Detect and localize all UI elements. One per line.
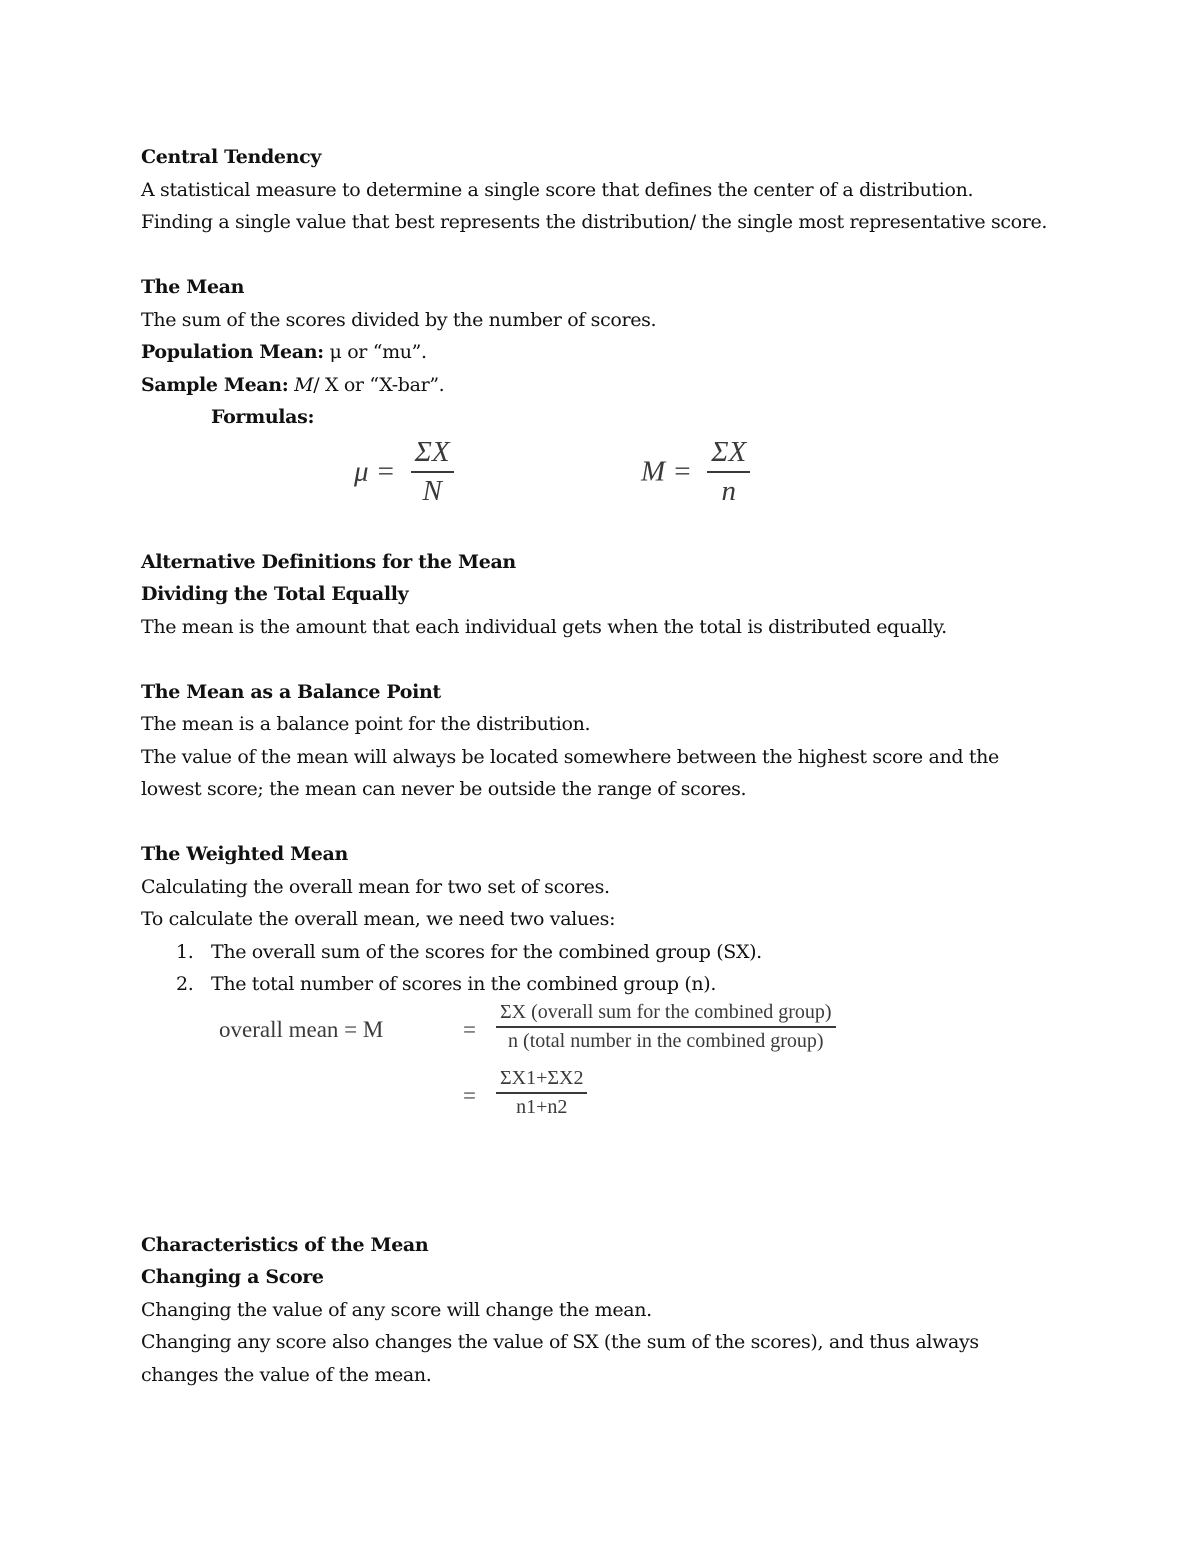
weighted-mean-formula-block [141,1001,1061,1229]
formula-denominator: n (total number in the combined group) [508,1029,824,1052]
population-mean-line [141,336,1061,369]
list-item [141,968,1061,1001]
paragraph: Finding a single value that best represents the distribution/ the single most representative score. [141,211,1048,233]
population-mean-label: Population Mean: [141,341,324,363]
spacer [141,806,1061,839]
list-text: The overall sum of the scores for the combined group (SX). [211,940,762,963]
paragraph: To calculate the overall mean, we need two values: [141,908,616,930]
paragraph: Calculating the overall mean for two set of scores. [141,875,610,898]
combined-mean-fraction [496,1067,587,1119]
heading-alternative-definitions: Alternative Definitions for the Mean [141,550,516,573]
list-number: 2. [176,973,194,995]
equals-sign: = [463,1016,476,1042]
sample-mean-line [141,369,1061,402]
formulas-label: Formulas: [211,406,315,428]
sample-mean-text: / X or “X-bar”. [313,373,445,396]
overall-mean-lhs: overall mean = M [219,1016,384,1042]
paragraph: The value of the mean will always be located somewhere between the highest score and the [141,745,999,768]
mean-formulas-block [141,434,1061,546]
formula-numerator: ΣX (overall sum for the combined group) [496,1001,836,1028]
formula-numerator: ΣX1+ΣX2 [496,1067,587,1094]
spacer [141,239,1061,272]
heading-balance-point: The Mean as a Balance Point [141,680,441,703]
heading-weighted-mean: The Weighted Mean [141,843,348,865]
paragraph: The sum of the scores divided by the number of scores. [141,308,657,331]
formula-fraction [411,436,454,508]
subheading-changing-score: Changing a Score [141,1266,324,1288]
formula-numerator: ΣX [411,436,454,473]
formula-fraction [707,436,750,508]
formula-numerator: ΣX [707,436,750,473]
paragraph: Changing any score also changes the value of SX (the sum of the scores), and thus always [141,1331,979,1353]
formula-denominator: n [721,474,736,507]
list-number: 1. [176,940,194,963]
sample-mean-formula [641,436,750,508]
overall-mean-fraction [496,1001,836,1053]
sample-mean-label: Sample Mean: [141,373,289,396]
list-text: The total number of scores in the combined group (n). [211,973,717,995]
formula-lhs: M = [641,455,692,487]
list-item [141,936,1061,969]
formula-denominator: n1+n2 [516,1095,568,1118]
paragraph: changes the value of the mean. [141,1363,432,1386]
formula-lhs: μ = [354,455,396,487]
heading-central-tendency: Central Tendency [141,146,322,168]
paragraph: The mean is a balance point for the distribution. [141,713,591,735]
paragraph: Changing the value of any score will change the mean. [141,1298,652,1321]
spacer [141,643,1061,676]
document-page [141,141,1061,1391]
population-mean-formula [354,436,454,508]
heading-the-mean: The Mean [141,276,245,298]
population-mean-text: μ or “mu”. [323,341,427,363]
sample-mean-symbol: M [294,373,314,396]
paragraph: The mean is the amount that each individual gets when the total is distributed equally. [141,615,947,638]
heading-characteristics: Characteristics of the Mean [141,1233,429,1256]
paragraph: lowest score; the mean can never be outside the range of scores. [141,778,747,800]
subheading-dividing-total: Dividing the Total Equally [141,583,409,605]
formula-denominator: N [422,474,442,507]
equals-sign: = [463,1082,476,1108]
paragraph: A statistical measure to determine a single score that defines the center of a distribution. [141,178,974,201]
